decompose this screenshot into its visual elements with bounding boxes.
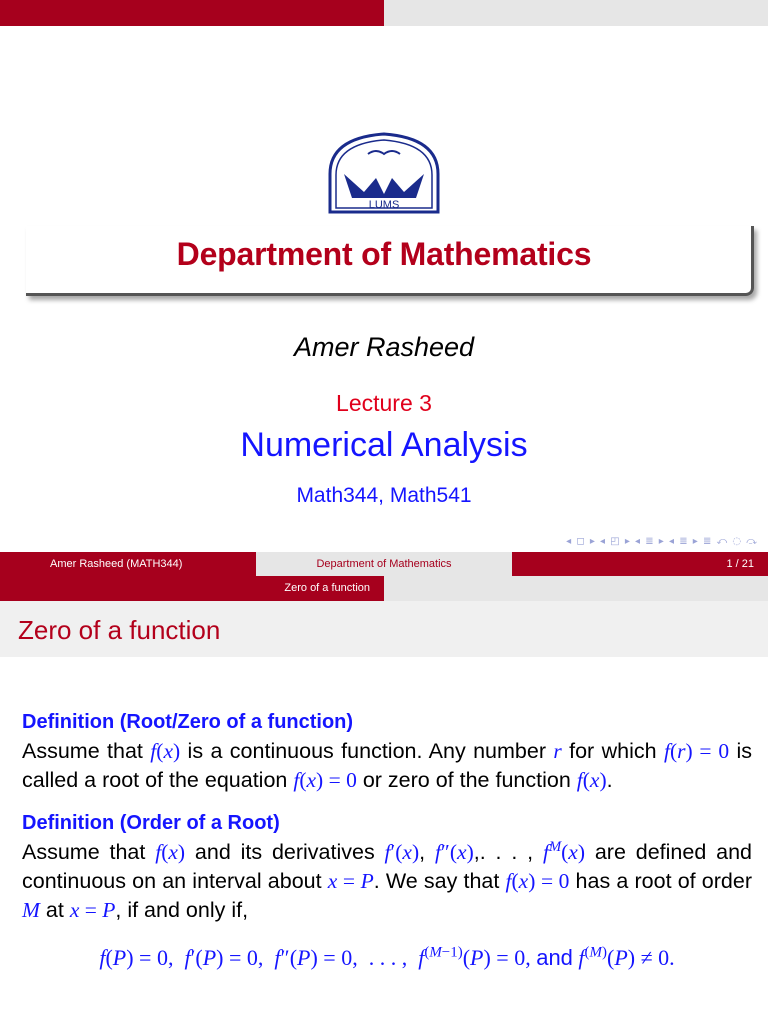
author-name: Amer Rasheed (293, 332, 475, 362)
definition-body-root: Assume that f(x) is a continuous function. Any number r for which f(r) = 0 is called a root of the equation f(x) = 0 or zero of the function f(x). (22, 739, 753, 792)
course-title: Numerical Analysis (240, 426, 528, 464)
header-bar-red (0, 0, 384, 26)
lecture-number: Lecture 3 (336, 390, 432, 416)
beamer-navigation-icons[interactable]: ◂ ◻ ▸ ◂ ◰ ▸ ◂ ≣ ▸ ◂ ≣ ▸ ≣ ⤺ ◌ ⤼ (566, 536, 758, 547)
department-title: Department of Mathematics (176, 236, 592, 272)
header-bar-gray (384, 0, 768, 26)
frame-title: Zero of a function (18, 615, 221, 645)
definition-heading-root: Definition (Root/Zero of a function) (22, 711, 354, 733)
slide-footer (0, 552, 768, 576)
logo-text: LUMS (368, 199, 400, 211)
section-bar-gray (384, 576, 768, 601)
order-condition-equation: f(P) = 0, f′(P) = 0, f″(P) = 0, . . . , $f^{(M-1)}(P) = 0$, and $f^{(M)}(P) \ne 0$. (99, 944, 675, 970)
slide-content (22, 708, 752, 972)
footer-author: Amer Rasheed (MATH344) (0, 552, 256, 576)
lums-logo (324, 128, 444, 216)
footer-page-number: 1 / 21 (512, 552, 768, 576)
section-bar (0, 576, 384, 601)
course-codes: Math344, Math541 (296, 484, 472, 507)
section-title: Zero of a function (284, 582, 370, 594)
definition-body-order: Assume that f(x) and its derivatives f′(x), f″(x),. . . , $f^M(x)$ are defined and continuous on an interval about x = P. We say that f(x) = 0 has a root of order M at x = P, if and only if, (22, 838, 752, 922)
slide1-header-bar (0, 0, 768, 26)
definition-heading-order: Definition (Order of a Root) (22, 812, 280, 834)
footer-department: Department of Mathematics (256, 552, 512, 576)
